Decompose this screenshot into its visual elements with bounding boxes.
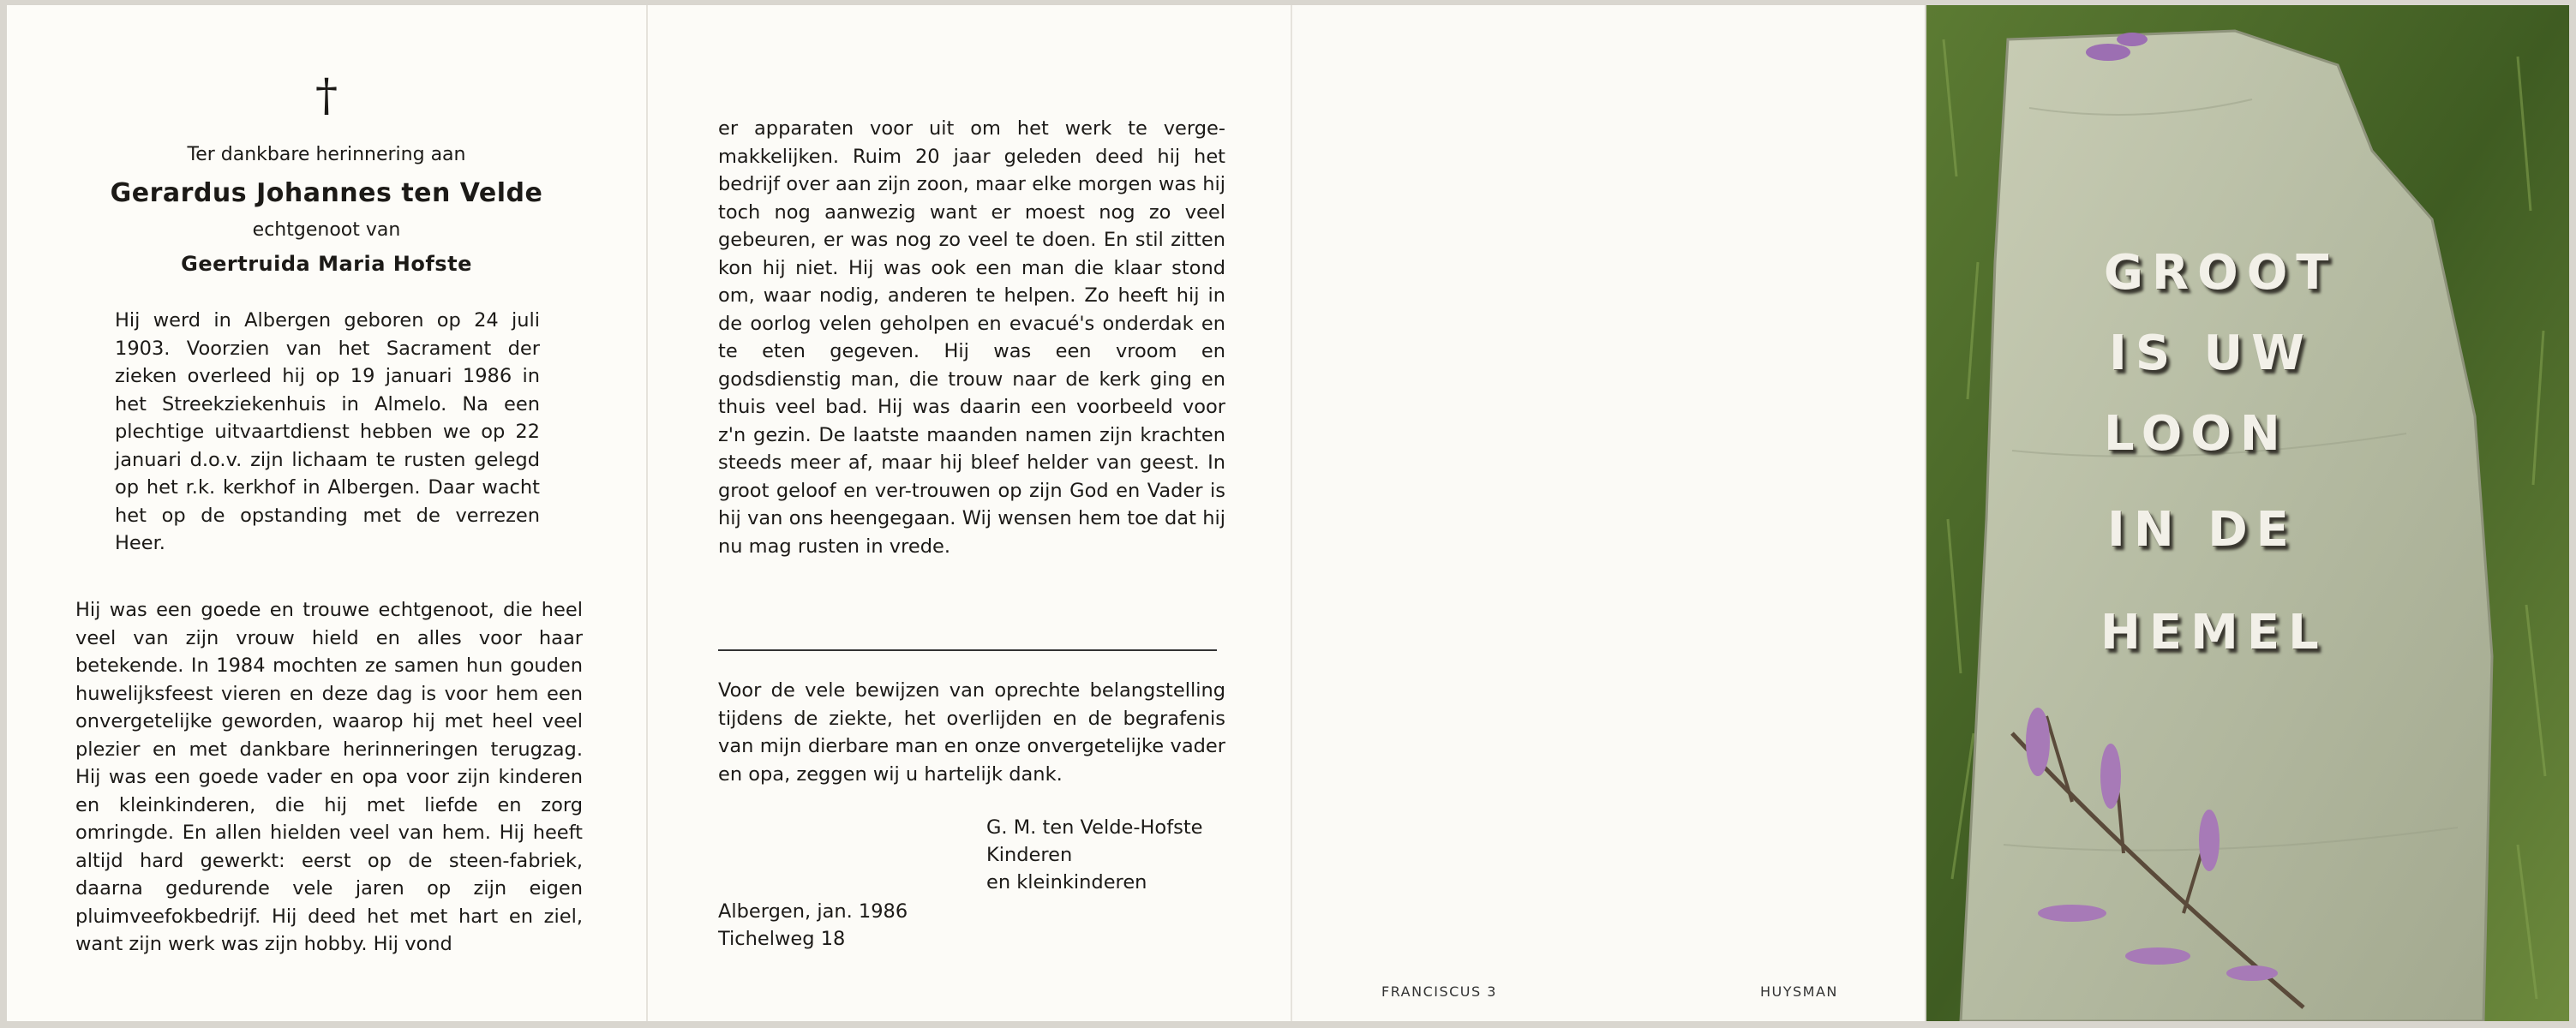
printer-credit: FRANCISCUS 3 xyxy=(1381,983,1497,1000)
deceased-name: Gerardus Johannes ten Velde xyxy=(110,178,543,208)
thanks-paragraph: Voor de vele bewijzen van oprechte belangstelling tijdens de ziekte, het overlijden en de begrafenis van mijn dierbare man en onze onvergetelijke vader en opa, zeggen wij u hartelijk dank. xyxy=(718,679,1225,786)
inscription-line: LOON xyxy=(2104,406,2289,462)
inscription-line: IS UW xyxy=(2109,326,2313,381)
card-page-left xyxy=(7,5,646,1021)
address: Tichelweg 18 xyxy=(718,928,846,950)
card-page-blank xyxy=(1292,5,1925,1021)
card-page-middle xyxy=(648,5,1291,1021)
relation-text: echtgenoot van xyxy=(252,219,401,241)
card-page-photo xyxy=(1926,5,2569,1021)
inscription-line: IN DE xyxy=(2107,502,2297,558)
cross-icon: † xyxy=(315,70,338,122)
signature-line: en kleinkinderen xyxy=(986,871,1147,894)
intro-text: Ter dankbare herinnering aan xyxy=(187,144,466,165)
inscription-line: GROOT xyxy=(2104,245,2338,301)
signature-line: G. M. ten Velde-Hofste xyxy=(986,816,1203,839)
signature-line: Kinderen xyxy=(986,844,1073,866)
biography-paragraph-2: Hij was een goede en trouwe echtgenoot, die heel veel van zijn vrouw hield en alles voor haar betekende. In 1984 mochten ze samen hun gouden huwelijksfeest vieren en deze dag is voor hem een onvergetelijke geworden, waarop hij met heel veel plezier en met dankbare herinneringen terugzag. Hij was een goede vader en opa voor zijn kinderen en kleinkinderen, die hij met liefde en zorg omringde. En allen hielden veel van hem. Hij heeft altijd hard gewerkt: eerst op de steen-fabriek, daarna gedurende vele jaren op zijn eigen pluimveefokbedrijf. Hij deed het met hart en ziel, want zijn werk was zijn hobby. Hij vond xyxy=(75,599,583,955)
spouse-name: Geertruida Maria Hofste xyxy=(181,252,472,276)
place-date: Albergen, jan. 1986 xyxy=(718,900,908,923)
biography-paragraph-3: er apparaten voor uit om het werk te verge-makkelijken. Ruim 20 jaar geleden deed hij het bedrijf over aan zijn zoon, maar elke morgen was hij toch nog aanwezig want er moest nog zo veel gebeuren, er was nog zo veel te doen. En stil zitten kon hij niet. Hij was ook een man die klaar stond om, waar nodig, anderen te helpen. Zo heeft hij in de oorlog velen geholpen en evacué's onderdak en te eten gegeven. Hij was een vroom en godsdienstig man, die trouw naar de kerk ging en thuis veel bad. Hij was daarin een voorbeeld voor z'n gezin. De laatste maanden namen zijn krachten steeds meer af, maar hij bleef helder van geest. In groot geloof en ver-trouwen op zijn God en Vader is hij van ons heengegaan. Wij wensen hem toe dat hij nu mag rusten in vrede. xyxy=(718,117,1225,558)
biography-paragraph-1: Hij werd in Albergen geboren op 24 juli 1903. Voorzien van het Sacrament der zieken overleed hij op 19 januari 1986 in het Streekziekenhuis in Almelo. Na een plechtige uitvaartdienst hebben we op 22 januari d.o.v. zijn lichaam te rusten gelegd op het r.k. kerkhof in Albergen. Daar wacht het op de opstanding met de verrezen Heer. xyxy=(115,309,540,554)
printer-credit: HUYSMAN xyxy=(1760,983,1838,1000)
divider-line xyxy=(718,649,1217,651)
inscription-line: HEMEL xyxy=(2100,605,2327,660)
